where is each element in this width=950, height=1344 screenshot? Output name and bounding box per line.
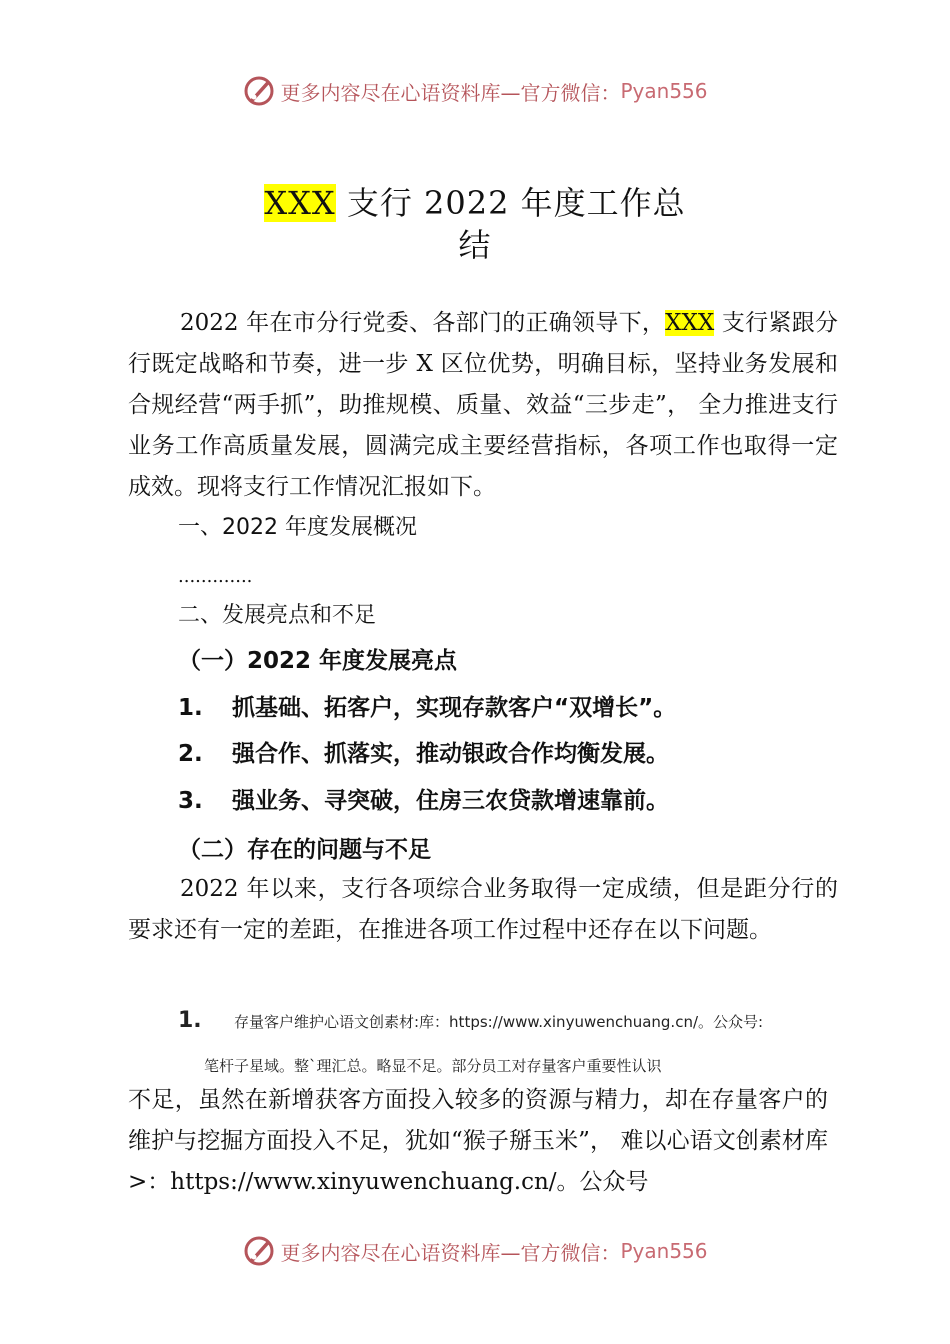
highlight-item-2	[178, 739, 669, 769]
intro-highlight: XXX	[665, 310, 715, 336]
continuation-paragraph: 不足，虽然在新增获客方面投入较多的资源与精力，却在存量客户的维护与挖掘方面投入不足，犹如“猴子掰玉米”， 难以心语文创素材库>：https://www.xinyuwenchuang.cn/。公众号	[128, 1087, 828, 1195]
brush-logo-icon	[242, 1234, 276, 1268]
banner-wechat-id: Pyan556	[620, 1239, 708, 1263]
section2-heading: 二、发展亮点和不足	[178, 603, 377, 628]
problem-item-1	[178, 1008, 763, 1033]
item-number: 1.	[178, 1008, 202, 1033]
item-number: 3.	[178, 788, 203, 814]
title-line-2: 结	[458, 226, 492, 264]
title-line1-rest: 支行 2022 年度工作总	[335, 184, 686, 222]
footer-watermark-banner	[0, 1234, 950, 1268]
intro-part2: 支行紧跟分行既定战略和节奏，进一步 X 区位优势，明确目标，坚持业务发展和合规经营“两手抓”，助推规模、质量、效益“三步走”， 全力推进支行业务工作高质量发展，圆满完成主要经营指标，各项工作也取得一定成效。现将支行工作情况汇报如下。	[128, 310, 838, 500]
banner-wechat-id: Pyan556	[620, 79, 708, 103]
highlight-item-3	[178, 786, 669, 816]
section1-ellipsis: .............	[178, 566, 253, 587]
banner-text: 更多内容尽在心语资料库—官方微信：	[280, 1240, 621, 1265]
banner-text: 更多内容尽在心语资料库—官方微信：	[280, 80, 621, 105]
intro-part1: 2022 年在市分行党委、各部门的正确领导下，	[180, 310, 666, 336]
highlight-item-1	[178, 693, 676, 723]
item-text: 强合作、抓落实，推动银政合作均衡发展。	[232, 741, 669, 767]
problem1-line2: 笔杆子星域。整`理汇总。略显不足。部分员工对存量客户重要性认识	[204, 1057, 662, 1075]
title-line-1	[0, 182, 950, 224]
intro-paragraph	[128, 303, 838, 508]
problems-subheading: （二）存在的问题与不足	[178, 837, 431, 863]
problems-intro-paragraph: 2022 年以来，支行各项综合业务取得一定成绩，但是距分行的要求还有一定的差距，在推进各项工作过程中还存在以下问题。	[128, 876, 838, 943]
header-watermark-banner	[0, 74, 950, 108]
item-number: 2.	[178, 741, 203, 767]
problem1-line1: 存量客户维护心语文创素材:库：https://www.xinyuwenchuang.cn/。公众号:	[234, 1013, 764, 1031]
title-highlight: XXX	[264, 184, 336, 222]
item-text: 抓基础、拓客户，实现存款客户“双增长”。	[232, 695, 677, 721]
section1-heading: 一、2022 年度发展概况	[178, 515, 417, 540]
document-title	[0, 182, 950, 266]
brush-logo-icon	[242, 74, 276, 108]
highlights-subheading: （一）2022 年度发展亮点	[178, 648, 458, 674]
item-text: 强业务、寻突破，住房三农贷款增速靠前。	[232, 788, 669, 814]
item-number: 1.	[178, 695, 203, 721]
